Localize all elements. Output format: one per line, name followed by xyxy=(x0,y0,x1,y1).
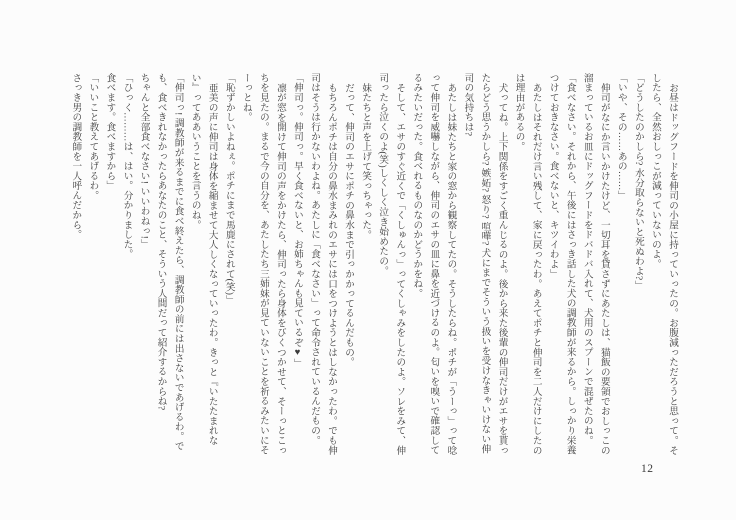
paragraph: 凛が窓を開けて伸司の声をかけたら、伸司ったら身体をびくつかせて、そーっとこっちを見たの。まるで今の自分を、あたしたち三姉妹が見ていないことを祈るみたいにそーっとね。 xyxy=(240,73,286,455)
paragraph: だって、伸司のエサにポチの鼻水まで引っかかってるんだもの。 xyxy=(343,82,355,367)
paragraph: 食べます。食べますから」 xyxy=(104,73,116,191)
paragraph: あたしはそれだけ言い残して、家に戻ったわ。あえてポチと伸司を二人だけにしたのは理由があるの。 xyxy=(513,73,542,455)
paragraph: 「伸司っ。伸司っ。早く食べないと、お姉ちゃんも見ているぞ♥」 xyxy=(291,73,303,369)
page-number: 12 xyxy=(641,463,654,475)
paragraph: 「いや、その……あの……」 xyxy=(615,73,627,201)
paragraph: 妹たちと声を上げて笑っちゃった。 xyxy=(360,82,372,240)
vertical-text-block xyxy=(67,73,681,457)
paragraph: ちゃんと全部食べなさい! いいわねっ!」 xyxy=(138,73,150,249)
paragraph: 犬ってね。上下関係をすごく重んじるのよ。後から来た後輩の伸司だけがエサを貰ったらどう思うかしら? 嫉妬? 怒り? 喧嘩? 犬にまでそういう扱いを受けなきゃいけない伸司の気持ちは? xyxy=(462,73,508,455)
paragraph: 「ひっく………は、はい。分かりました。 xyxy=(121,73,133,260)
paragraph: 「伸司っ! 調教師が来るまでに食べ終えたら、調教師の前には出さないであげるわ。でも、食べきれなかったらあなたのこと、そういう人間だって紹介するからね? xyxy=(155,73,184,452)
paragraph: 「食べなさい。それから、午後にはさっき話した犬の調教師が来るから。しっかり栄養つけておきなさい。食べないと、キツイわよ」 xyxy=(547,73,576,455)
paragraph: 「恥ずかしいよねぇ。ポチにまで馬鹿にされて(笑)」 xyxy=(223,73,235,305)
paragraph: 「どうしたのかしら? 水分取らないと死ぬわよ?」 xyxy=(632,73,644,291)
paragraph: あたしは妹たちと家の窓から観察してたの。そうしたらね。ポチが「うーっ」って唸って伸司を威嚇しながら、伸司のエサの皿に鼻を近づけるのよ。匂いを嗅いで確認してるみたいだった。食べれるものなのかどうかをね。 xyxy=(411,73,457,455)
paragraph: お昼はドッグフードを伸司の小屋に持っていったの。お腹減っただろうと思って。そしたら、全然おしっこが減っていないのよ。 xyxy=(649,73,678,455)
paragraph: そして、エサのすぐ近くで「くしゅんっ」ってくしゃみをしたのよ。ソレをみて、伸司ったら泣くのよ(笑)しくしく泣き始めたの。 xyxy=(377,73,406,455)
paragraph: さっき男の調教師を一人呼んだから。 xyxy=(70,73,82,240)
paragraph: もちろんポチは自分の鼻水まみれのエサには口をつけようとはしなかったわ。でも伸司はそうは行かないわよね。あたしに「食べなさい」って命令されているんだもの。 xyxy=(309,73,338,455)
paragraph: 亜美の声に伸司は身体を縮ませて大人しくなっていったわ。きっと『いたたまれない』ってああいうことを言うのね。 xyxy=(189,73,218,445)
paragraph: 「いいこと教えてあげるわ。 xyxy=(87,73,99,201)
paragraph: 伸司がなにか言いかけたけど、一切耳を貸さずにあたしは、猫飯の要領でおしっこの溜まっているお皿にドッグフードをドバドバ入れて、犬用のスプーンで混ぜたのね。 xyxy=(581,73,610,455)
